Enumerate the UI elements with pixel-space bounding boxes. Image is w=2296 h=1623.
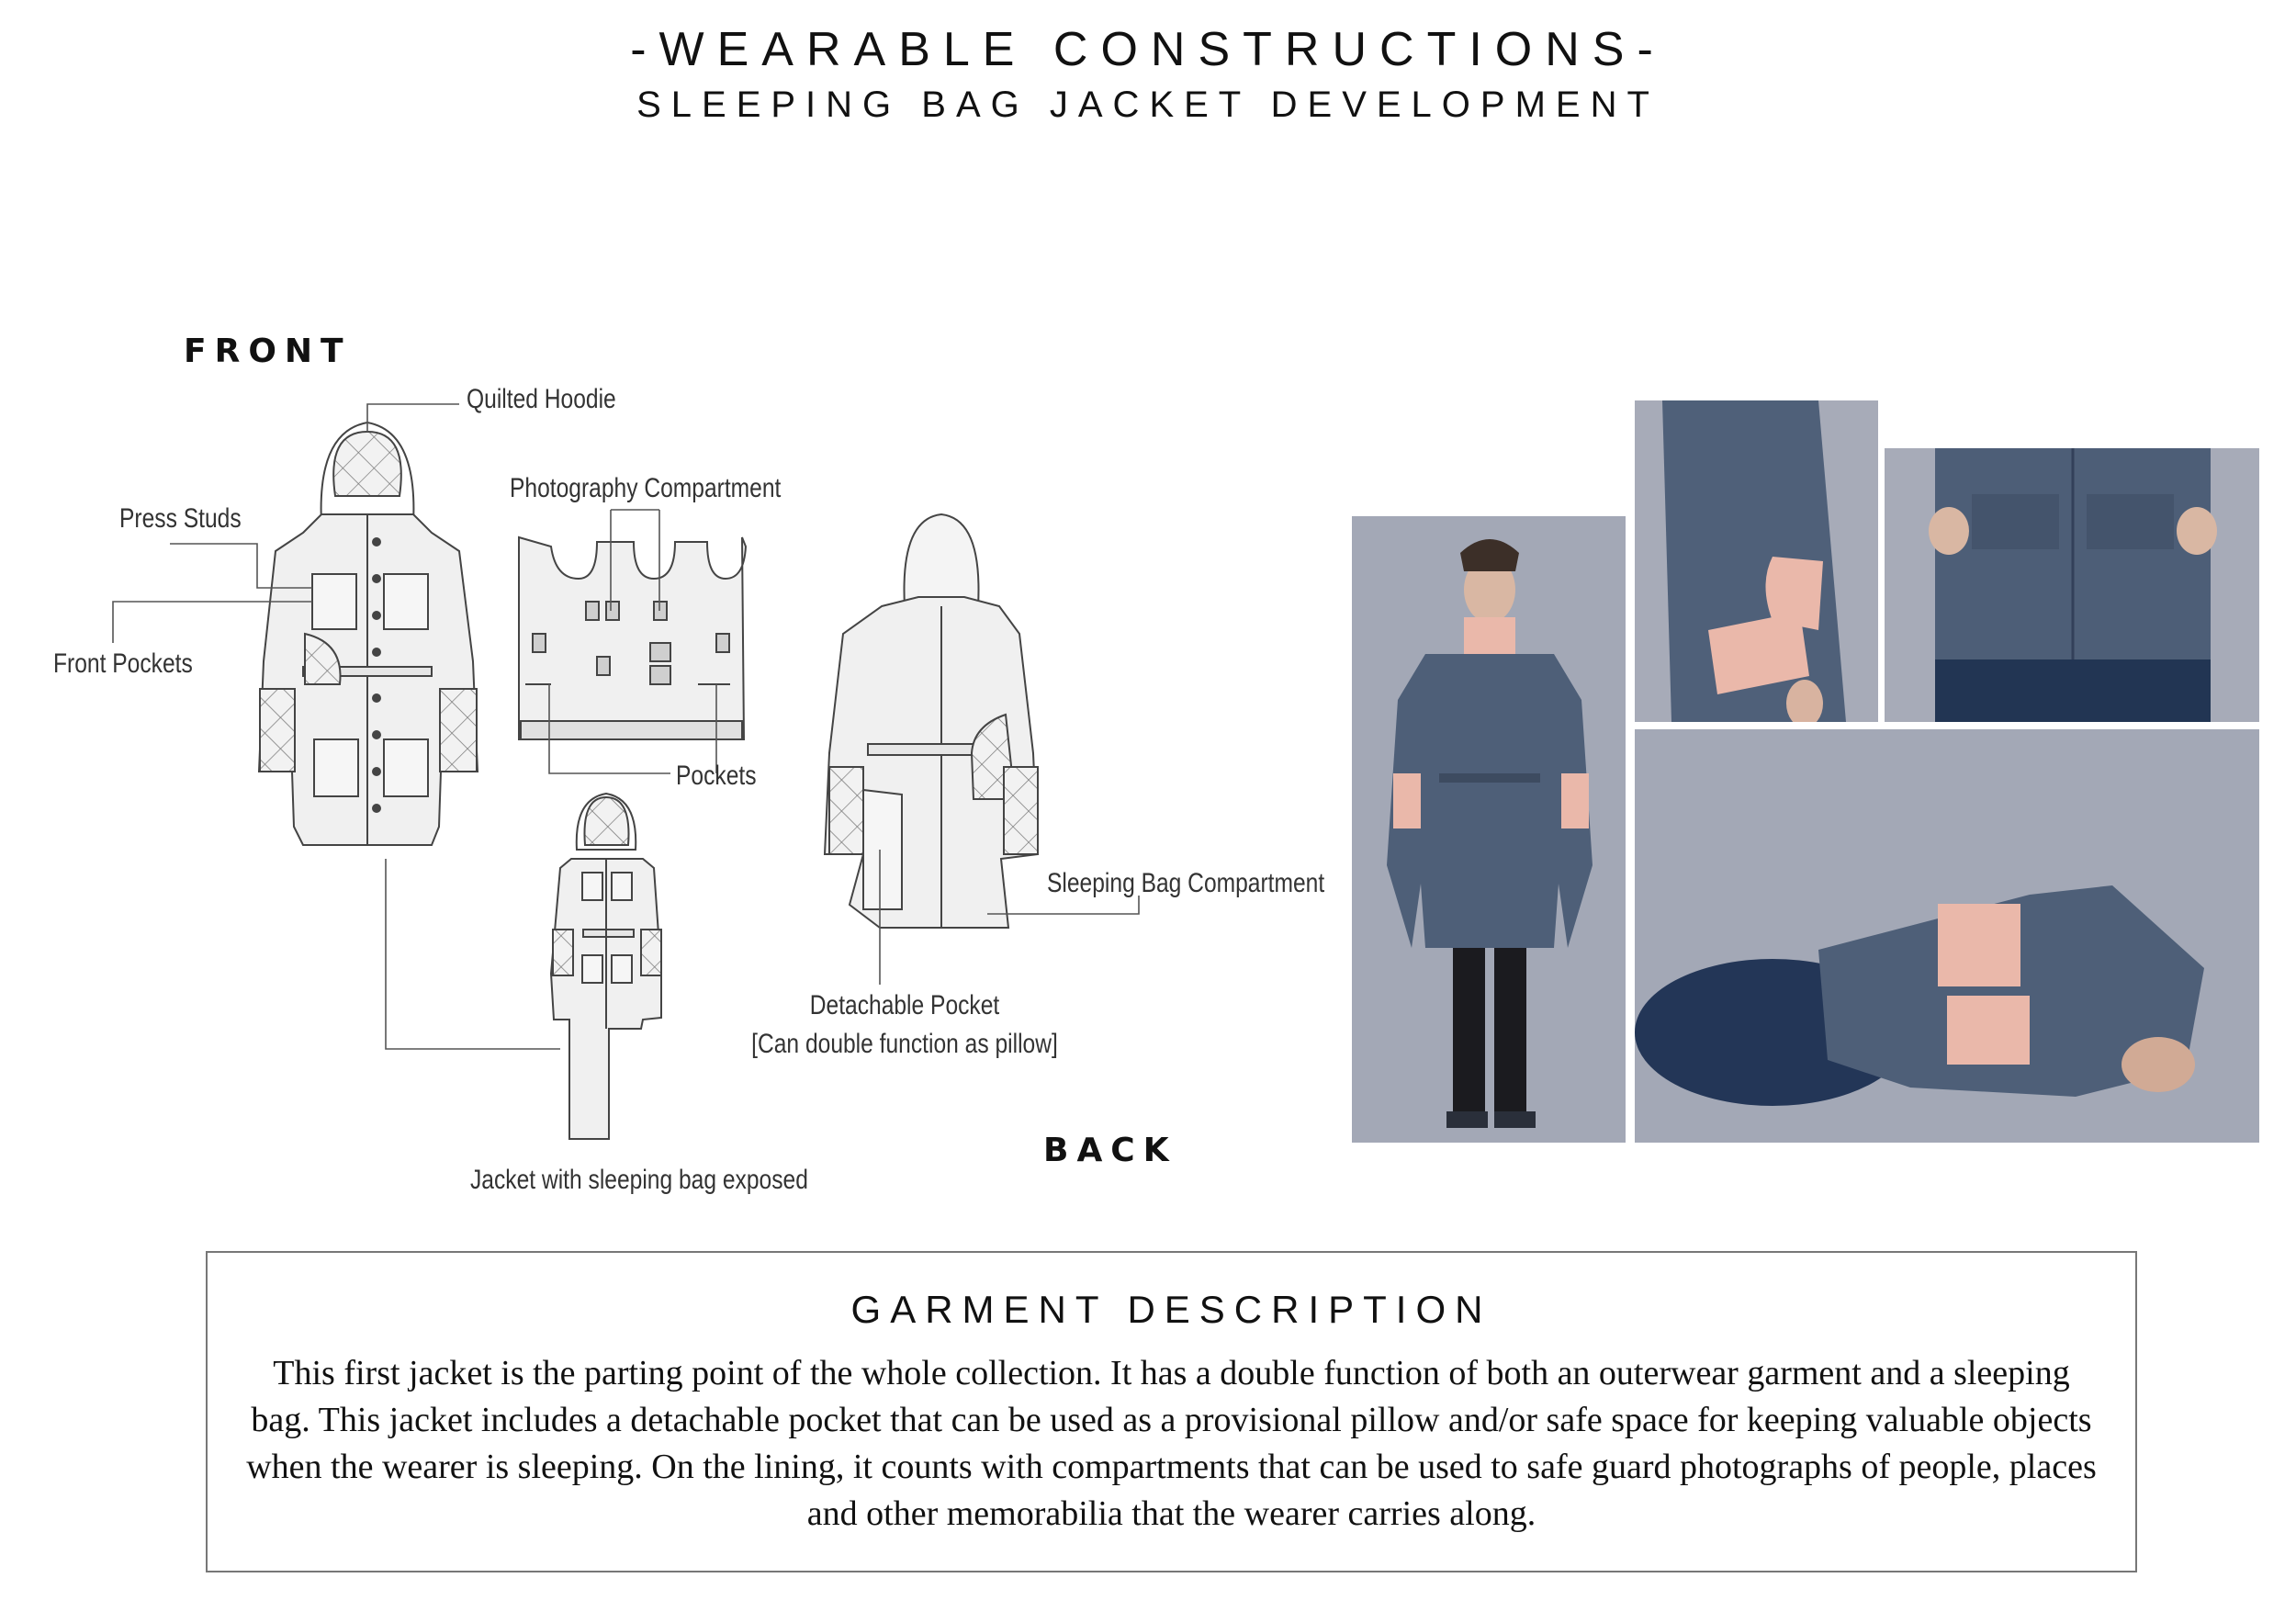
photo-model-full-front-illustration [1352, 516, 1626, 1143]
page-title: -WEARABLE CONSTRUCTIONS- [630, 23, 1666, 76]
annotation-photography-compartment: Photography Compartment [510, 473, 782, 503]
annotation-detachable-pocket-note: [Can double function as pillow] [751, 1029, 1058, 1059]
front-jacket-sketch [259, 423, 478, 845]
garment-description-body: This first jacket is the parting point of the whole collection. It has a double function of both an outerwear garment and a sleeping bag. This jacket includes a detachable pocket that can be used as a provisional pillow and/or safe space for keeping valuable objects when the wearer is sleeping. On the lining, it counts with compartments that can be used to safe guard photographs of people, places and other memorabilia that the wearer carries along. [246, 1354, 2097, 1533]
page-subtitle: SLEEPING BAG JACKET DEVELOPMENT [636, 85, 1660, 125]
annotation-sleeping-bag-compartment: Sleeping Bag Compartment [1047, 868, 1325, 898]
photo-waist-detail [1885, 448, 2259, 722]
jacket-sleeping-bag-sketch [551, 794, 661, 1139]
photo-model-sleeping-illustration [1635, 729, 2259, 1143]
annotation-press-studs: Press Studs [119, 503, 242, 534]
annotation-pockets: Pockets [676, 761, 757, 791]
back-jacket-sketch [825, 514, 1038, 928]
photo-model-full-front [1352, 516, 1626, 1143]
photo-waist-detail-illustration [1885, 448, 2259, 722]
photo-sleeve-detail-illustration [1635, 400, 1878, 722]
annotation-front-pockets: Front Pockets [53, 648, 193, 679]
back-label: BACK [1043, 1132, 1177, 1169]
annotation-jacket-with-sleeping-bag: Jacket with sleeping bag exposed [470, 1165, 808, 1195]
photo-sleeve-detail [1635, 400, 1878, 722]
garment-description-title: GARMENT DESCRIPTION [850, 1288, 1492, 1331]
photo-model-sleeping [1635, 729, 2259, 1143]
annotation-detachable-pocket: Detachable Pocket [809, 990, 1000, 1020]
front-label: FRONT [184, 332, 352, 370]
annotation-quilted-hoodie: Quilted Hoodie [467, 384, 616, 414]
lining-sketch [519, 537, 746, 739]
